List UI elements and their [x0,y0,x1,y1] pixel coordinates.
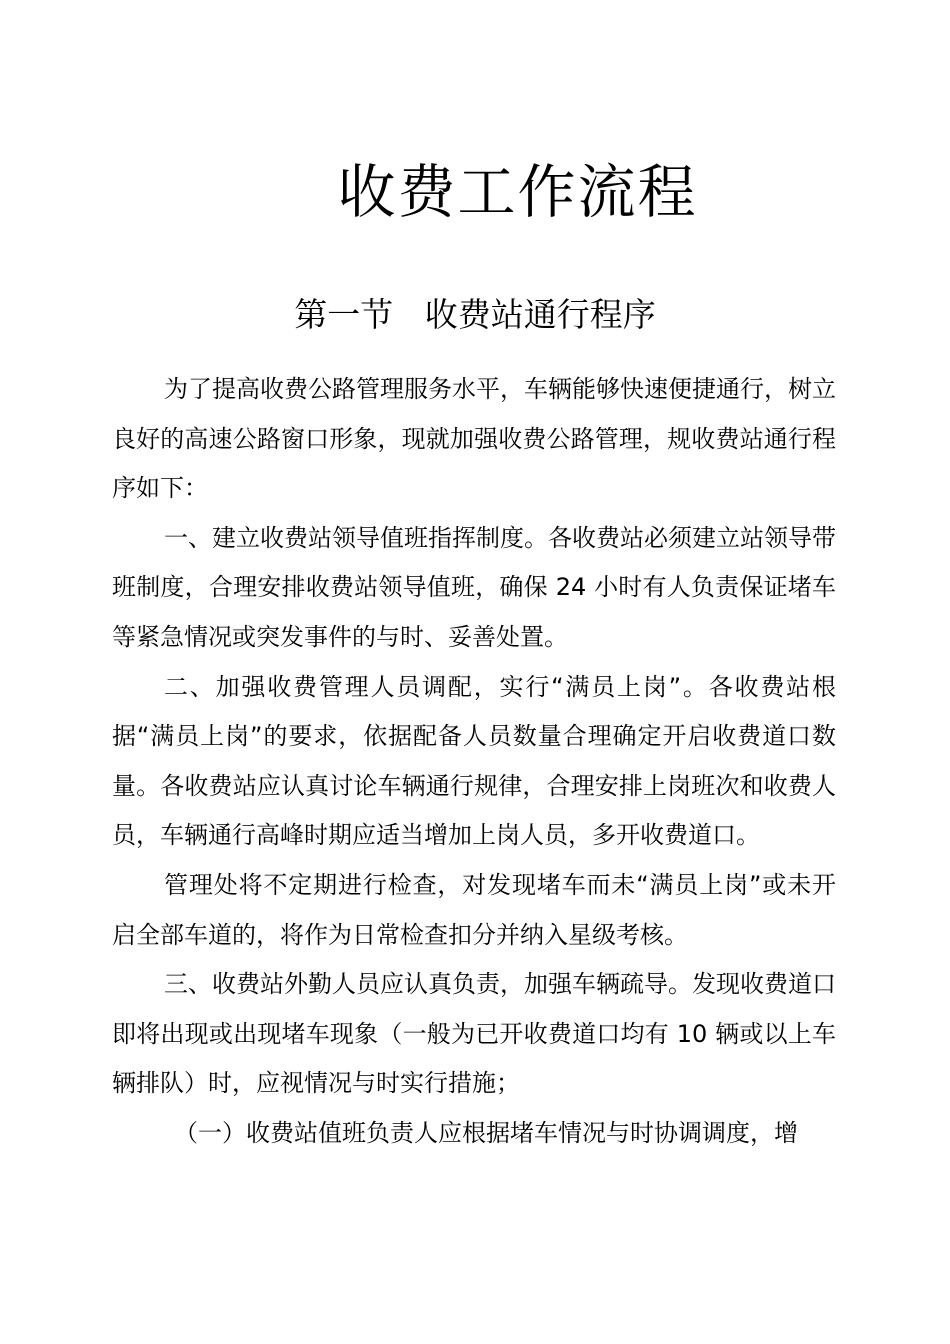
paragraph-item-1: 一、建立收费站领导值班指挥制度。各收费站必须建立站领导带班制度，合理安排收费站领导值班，确保 24 小时有人负责保证堵车等紧急情况或突发事件的与时、妥善处置。 [112,523,836,651]
paragraph-item-2: 二、加强收费管理人员调配，实行“满员上岗”。各收费站根据“满员上岗”的要求，依据配备人员数量合理确定开启收费道口数量。各收费站应认真讨论车辆通行规律，合理安排上岗班次和收费人员，车辆通行高峰时期应适当增加上岗人员，多开收费道口。 [112,672,836,850]
document-body [112,365,836,1159]
paragraph-subitem-1: （一）收费站值班负责人应根据堵车情况与时协调调度，增 [174,1118,798,1147]
paragraph-item-3: 三、收费站外勤人员应认真负责，加强车辆疏导。发现收费道口即将出现或出现堵车现象（一般为已开收费道口均有 10 辆或以上车辆排队）时，应视情况与时实行措施； [112,970,836,1098]
paragraph-intro: 为了提高收费公路管理服务水平，车辆能够快速便捷通行，树立良好的高速公路窗口形象，现就加强收费公路管理，规收费站通行程序如下： [112,375,836,503]
document-title: 收费工作流程 [337,158,698,226]
paragraph-inspection: 管理处将不定期进行检查，对发现堵车而未“满员上岗”或未开启全部车道的，将作为日常检查扣分并纳入星级考核。 [112,870,836,949]
section-title: 第一节 收费站通行程序 [294,295,656,334]
